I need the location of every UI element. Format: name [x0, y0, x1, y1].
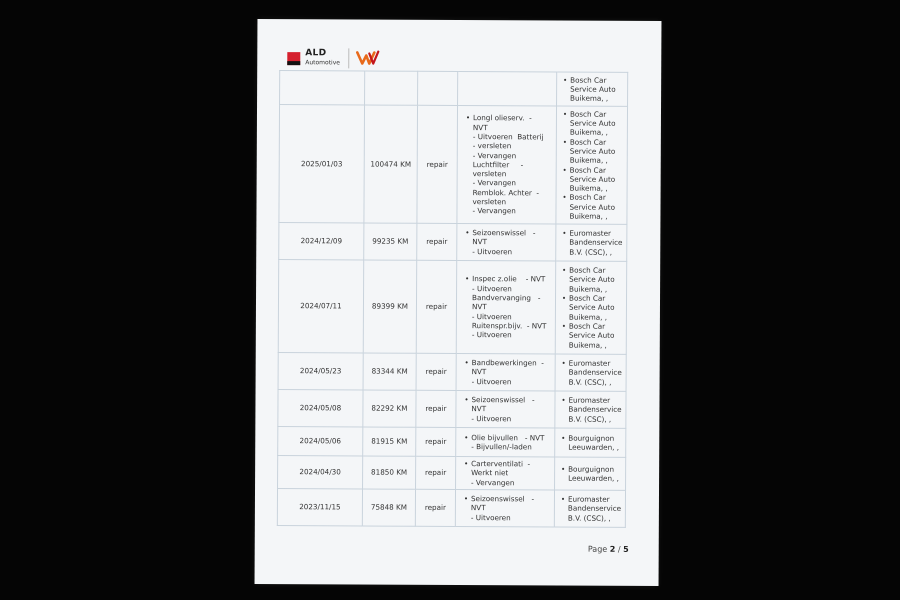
bullet-icon: • — [464, 274, 470, 284]
odometer-reading: 81915 KM — [363, 427, 416, 456]
ald-logo-mark — [287, 52, 300, 65]
page-number — [588, 545, 629, 554]
location-item — [559, 266, 623, 294]
odometer-reading — [365, 71, 418, 105]
service-date: 2024/05/08 — [278, 390, 363, 427]
location-text: Bosch Car Service Auto Buikema, , — [569, 192, 616, 221]
location-cell — [554, 490, 625, 527]
maintenance-history-table — [277, 70, 628, 528]
service-date: 2024/07/11 — [278, 260, 363, 353]
location-item — [559, 359, 623, 387]
location-item — [558, 433, 622, 452]
activities-cell — [457, 105, 557, 224]
activity-item — [459, 433, 551, 452]
activities-cell — [456, 456, 555, 489]
service-date: 2024/12/09 — [279, 223, 364, 260]
bullet-icon: • — [562, 228, 567, 238]
location-text: Bourguignon Leeuwarden, , — [568, 433, 620, 452]
table-row — [280, 71, 628, 107]
activities-cell — [456, 427, 555, 457]
partner-logo-icon — [355, 49, 381, 67]
bullet-icon: • — [562, 265, 567, 275]
bullet-icon: • — [561, 358, 566, 368]
activity-item — [459, 395, 551, 423]
location-item — [558, 464, 622, 483]
odometer-reading: 89399 KM — [363, 260, 416, 353]
location-cell — [556, 106, 628, 224]
bullet-icon: • — [561, 293, 567, 303]
bullet-icon: • — [464, 358, 469, 368]
bullet-icon: • — [560, 494, 566, 504]
location-text: Bosch Car Service Auto Buikema, , — [569, 165, 616, 193]
location-item — [558, 494, 622, 522]
activity-item — [459, 494, 551, 522]
bullet-icon: • — [561, 433, 566, 443]
bullet-icon: • — [561, 395, 566, 405]
service-type — [418, 71, 458, 105]
table-row — [278, 427, 626, 458]
activity-text: Carterventilati - Werkt niet - Vervangen — [471, 459, 531, 487]
page-prefix: Page — [587, 544, 610, 554]
activities-cell — [455, 489, 554, 527]
location-text: Bosch Car Service Auto Buikema, , — [568, 321, 615, 350]
location-text: Euromaster Bandenservice B.V. (CSC), , — [568, 395, 622, 424]
bullet-icon: • — [463, 493, 469, 503]
location-text: Bourguignon Leeuwarden, , — [568, 464, 619, 483]
odometer-reading: 100474 KM — [364, 105, 418, 223]
page-total: 5 — [623, 544, 629, 554]
odometer-reading: 82292 KM — [363, 390, 416, 427]
location-text: Euromaster Bandenservice B.V. (CSC), , — [568, 358, 622, 387]
location-item — [558, 396, 622, 424]
location-text: Euromaster Bandenservice B.V. (CSC), , — [567, 494, 622, 523]
activity-item — [460, 228, 552, 256]
activities-cell — [458, 71, 557, 106]
location-item — [560, 75, 624, 103]
location-text: Bosch Car Service Auto Buikema, , — [570, 75, 616, 103]
service-date: 2023/11/15 — [277, 488, 362, 525]
service-type: repair — [416, 456, 456, 489]
logo-ald-text: ALD — [305, 48, 327, 59]
table-row — [278, 390, 626, 429]
activity-text: Olie bijvullen - NVT - Bijvullen/-laden — [471, 432, 545, 452]
location-cell — [555, 428, 626, 457]
service-type: repair — [416, 353, 456, 390]
location-cell — [557, 72, 628, 106]
bullet-icon: • — [465, 113, 471, 123]
bullet-icon: • — [465, 228, 470, 238]
location-item — [560, 137, 624, 165]
location-text: Bosch Car Service Auto Buikema, , — [568, 293, 615, 322]
bullet-icon: • — [563, 75, 568, 85]
bullet-icon: • — [562, 165, 567, 175]
location-cell — [555, 391, 626, 428]
location-cell — [556, 224, 627, 261]
activity-item — [460, 274, 552, 340]
table-row — [279, 223, 627, 262]
activities-cell — [456, 353, 555, 391]
service-type: repair — [416, 390, 456, 427]
table-row — [278, 260, 626, 355]
activity-text: Seizoenswissel - NVT - Uitvoeren — [471, 395, 535, 423]
bullet-icon: • — [562, 192, 567, 202]
service-date: 2024/05/23 — [278, 353, 363, 390]
bullet-icon: • — [464, 432, 469, 442]
activity-item — [460, 113, 553, 216]
logo-automotive-text: Automotive — [305, 59, 340, 67]
activity-text: Longl olieserv. - NVT - Uitvoeren Batterij - versleten - Vervangen Luchtfilter - versleten - Vervangen Remblok. Achter - versleten - Vervangen — [472, 113, 544, 216]
bullet-icon: • — [464, 459, 469, 469]
service-type: repair — [416, 260, 456, 353]
odometer-reading: 81850 KM — [363, 456, 416, 489]
service-type: repair — [416, 427, 456, 456]
bullet-icon: • — [562, 137, 567, 147]
location-item — [559, 294, 623, 322]
activity-text: Seizoenswissel - NVT - Uitvoeren — [470, 494, 535, 522]
service-date: 2025/01/03 — [279, 105, 365, 223]
logo-divider — [348, 48, 349, 68]
activity-item — [459, 459, 551, 487]
location-text: Euromaster Bandenservice B.V. (CSC), , — [569, 228, 623, 257]
table-row — [277, 488, 625, 527]
bullet-icon: • — [464, 395, 469, 405]
activities-cell — [457, 223, 556, 261]
activities-cell — [456, 260, 555, 354]
table-row — [278, 353, 626, 392]
page-current: 2 — [609, 544, 616, 554]
location-item — [559, 193, 623, 221]
location-item — [560, 109, 624, 137]
service-date — [280, 71, 365, 105]
ald-automotive-logo — [287, 45, 381, 71]
service-type: repair — [417, 223, 457, 260]
document-page — [255, 19, 662, 586]
odometer-reading: 99235 KM — [364, 223, 417, 260]
service-type: repair — [417, 105, 458, 223]
activity-text: Bandbewerkingen - NVT - Uitvoeren — [471, 358, 544, 386]
location-cell — [555, 261, 626, 354]
service-date: 2024/05/06 — [278, 427, 363, 456]
activity-item — [460, 358, 552, 386]
location-item — [560, 165, 624, 193]
bullet-icon: • — [562, 109, 568, 119]
table-row — [278, 456, 626, 491]
odometer-reading: 75848 KM — [362, 489, 415, 526]
bullet-icon: • — [561, 321, 567, 331]
bullet-icon: • — [560, 464, 566, 474]
location-text: Bosch Car Service Auto Buikema, , — [569, 109, 616, 138]
location-item — [559, 229, 623, 257]
table-row — [279, 105, 628, 225]
odometer-reading: 83344 KM — [363, 353, 416, 390]
location-text: Bosch Car Service Auto Buikema, , — [569, 137, 616, 165]
location-item — [559, 321, 623, 349]
location-cell — [555, 354, 626, 391]
location-cell — [555, 457, 626, 490]
location-text: Bosch Car Service Auto Buikema, , — [569, 265, 615, 294]
service-date: 2024/04/30 — [278, 456, 363, 489]
page-separator: / — [615, 544, 624, 554]
activity-text: Inspec z.olie - NVT - Uitvoeren Bandvervanging - NVT - Uitvoeren Ruitenspr.bijv. - NVT - Uitvoeren — [471, 274, 547, 340]
activities-cell — [456, 390, 555, 428]
service-type: repair — [415, 489, 455, 526]
activity-text: Seizoenswissel - NVT - Uitvoeren — [472, 228, 536, 256]
